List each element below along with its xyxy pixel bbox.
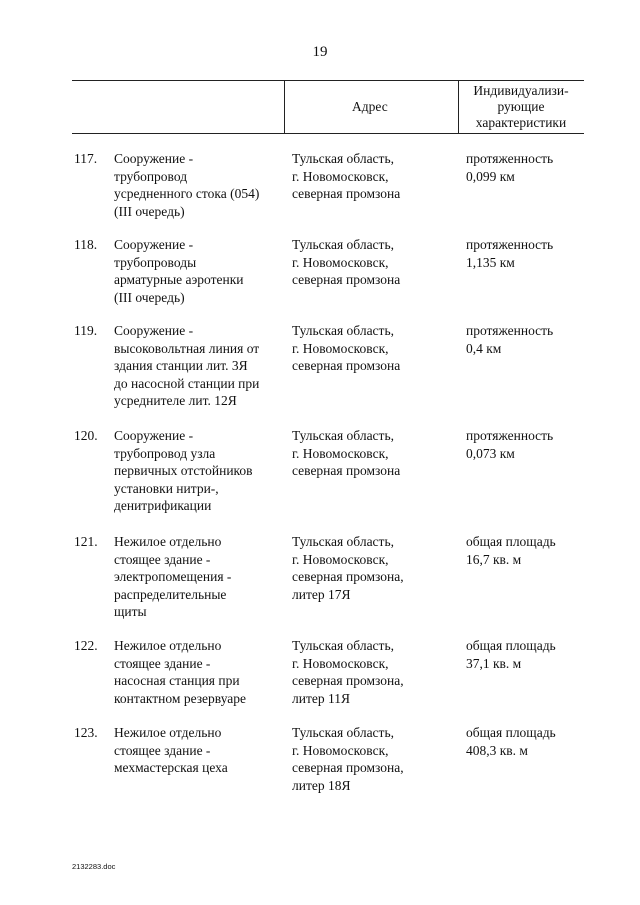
entry-characteristic-line: 0,099 км (466, 168, 515, 184)
entry-address (292, 533, 452, 603)
entry-name-line: Нежилое отдельно (114, 725, 222, 740)
entry-address-line: северная промзона, (292, 569, 404, 585)
entry-number: 118. (74, 237, 98, 252)
entry-address (292, 236, 452, 289)
entry-name-line: (III очередь) (114, 289, 185, 305)
entry-address-line: Тульская область, (292, 534, 394, 549)
entry-address-line: северная промзона (292, 272, 401, 288)
entry-number: 123. (74, 725, 98, 740)
entry-address-line: северная промзона (292, 463, 401, 479)
entry-address-line: литер 11Я (292, 690, 350, 706)
entry-name-line: Сооружение - (114, 151, 194, 166)
header-address: Адрес (352, 99, 388, 114)
entry-name-line: мехмастерская цеха (114, 760, 228, 776)
entry-address (292, 637, 452, 707)
entry-characteristic-line: протяженность (466, 237, 554, 252)
entry-name-line: трубопроводы (114, 254, 197, 270)
entry-characteristic-line: 0,073 км (466, 445, 515, 461)
entry-characteristic-line: 37,1 кв. м (466, 655, 522, 671)
entry-number: 117. (74, 151, 98, 166)
entry-characteristic (466, 322, 596, 357)
entry-address (292, 322, 452, 375)
entry-address (292, 724, 452, 794)
entry-characteristic-line: 1,135 км (466, 254, 515, 270)
entry-characteristic (466, 637, 596, 672)
entry-name-line: стоящее здание - (114, 742, 211, 758)
entry-address-line: г. Новомосковск, (292, 655, 389, 671)
entry-characteristic-line: 0,4 км (466, 340, 502, 356)
entry-name-line: здания станции лит. 3Я (114, 358, 248, 374)
entry-characteristic (466, 533, 596, 568)
entry-address-line: Тульская область, (292, 725, 394, 740)
entry-characteristic (466, 150, 596, 185)
entry-name-line: распределительные (114, 586, 227, 602)
entry-address-line: северная промзона, (292, 673, 404, 689)
entry-name-line: арматурные аэротенки (114, 272, 244, 288)
entry-address-line: г. Новомосковск, (292, 254, 389, 270)
entry-characteristic-line: протяженность (466, 428, 554, 443)
entry-address-line: г. Новомосковск, (292, 742, 389, 758)
entry-address-line: г. Новомосковск, (292, 551, 389, 567)
entry-address-line: литер 17Я (292, 586, 351, 602)
entry-characteristic-line: протяженность (466, 151, 554, 166)
entry-name (114, 236, 284, 306)
header-characteristics-line: Индивидуализи- (473, 83, 569, 98)
entry-name-line: стоящее здание - (114, 655, 211, 671)
entry-characteristic-line: общая площадь (466, 534, 556, 549)
entry-name-line: первичных отстойников (114, 463, 253, 479)
entry-name-line: установки нитри-, (114, 480, 219, 496)
entry-number: 119. (74, 323, 98, 338)
entry-name-line: трубопровод узла (114, 445, 216, 461)
entry-name-line: усредненного стока (054) (114, 186, 260, 202)
entry-name-line: Нежилое отдельно (114, 638, 222, 653)
entry-address-line: северная промзона, (292, 760, 404, 776)
entry-address-line: северная промзона (292, 358, 401, 374)
entry-name-line: усреднителе лит. 12Я (114, 393, 237, 409)
entry-number: 122. (74, 638, 98, 653)
entry-name-line: до насосной станции при (114, 375, 260, 391)
entry-characteristic (466, 724, 596, 759)
entry-name-line: трубопровод (114, 168, 188, 184)
header-characteristics-line: характеристики (475, 115, 567, 130)
entry-name (114, 533, 284, 621)
entry-name-line: Сооружение - (114, 323, 194, 338)
entry-name-line: Сооружение - (114, 237, 194, 252)
document-filename: 2132283.doc (72, 862, 116, 871)
entry-number: 120. (74, 428, 98, 443)
entry-address-line: северная промзона (292, 186, 401, 202)
entry-address (292, 150, 452, 203)
entry-address-line: г. Новомосковск, (292, 340, 389, 356)
entry-address-line: Тульская область, (292, 428, 394, 443)
entry-characteristic-line: 16,7 кв. м (466, 551, 522, 567)
entry-name-line: Нежилое отдельно (114, 534, 222, 549)
entry-address-line: г. Новомосковск, (292, 445, 389, 461)
page-number: 19 (312, 44, 328, 60)
entry-characteristic (466, 427, 596, 462)
entry-address-line: Тульская область, (292, 151, 394, 166)
entry-name-line: денитрификации (114, 498, 212, 514)
entry-address-line: Тульская область, (292, 638, 394, 653)
entry-characteristic (466, 236, 596, 271)
header-characteristics (458, 83, 584, 131)
entry-address-line: литер 18Я (292, 777, 351, 793)
entry-name-line: высоковольтная линия от (114, 340, 260, 356)
table-header (72, 80, 584, 134)
entry-name-line: насосная станция при (114, 673, 240, 689)
entry-name-line: Сооружение - (114, 428, 194, 443)
entry-number: 121. (74, 534, 98, 549)
entry-name-line: контактном резервуаре (114, 690, 247, 706)
header-divider-left (284, 81, 285, 133)
entry-name (114, 724, 284, 777)
entry-name-line: (III очередь) (114, 203, 185, 219)
entry-address-line: г. Новомосковск, (292, 168, 389, 184)
entry-name (114, 150, 284, 220)
entry-name (114, 637, 284, 707)
entry-characteristic-line: общая площадь (466, 638, 556, 653)
entry-address-line: Тульская область, (292, 323, 394, 338)
entry-name-line: стоящее здание - (114, 551, 211, 567)
entry-name (114, 427, 284, 515)
entry-characteristic-line: протяженность (466, 323, 554, 338)
entry-characteristic-line: 408,3 кв. м (466, 742, 528, 758)
entry-name (114, 322, 284, 410)
header-characteristics-line: рующие (497, 99, 545, 114)
entry-name-line: щиты (114, 604, 147, 620)
entry-address (292, 427, 452, 480)
entry-name-line: электропомещения - (114, 569, 232, 585)
entry-address-line: Тульская область, (292, 237, 394, 252)
entry-characteristic-line: общая площадь (466, 725, 556, 740)
